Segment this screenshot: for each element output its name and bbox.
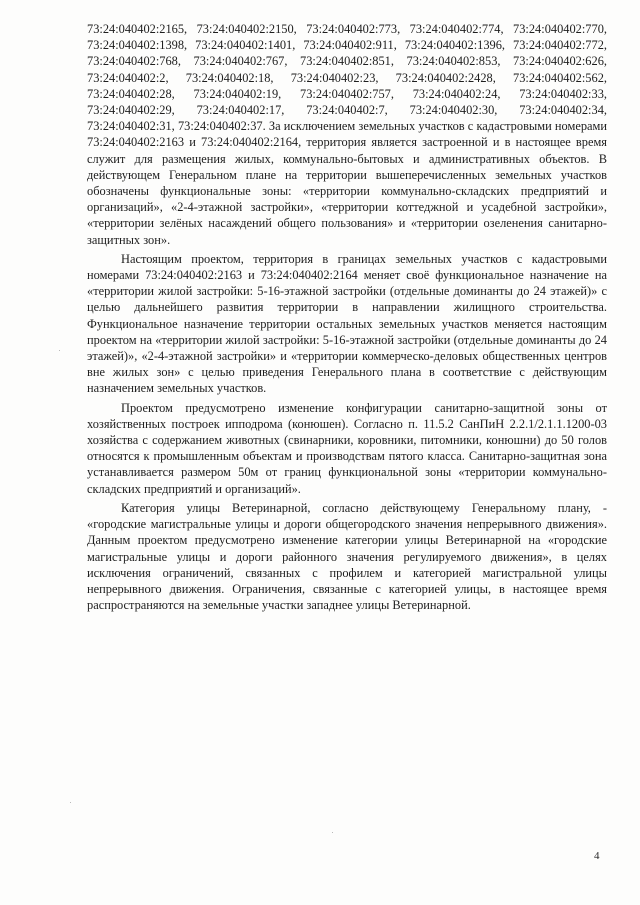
scan-speck: [59, 350, 60, 351]
paragraph-functional-purpose: Настоящим проектом, территория в границах земельных участков с кадастровыми номерами 73:24:040402:2163 и 73:24:040402:2164 меняет своё функциональное назначение на «территории жилой застройки: 5-16-этажной застройки (отдельные доминанты до 24 этажей)» с целью дальнейшего развития территории в направлении жилищного строительства. Функциональное назначение территории остальных земельных участков меняется настоящим проектом на «территории жилой застройки: 5-16-этажной застройки (отдельные доминанты до 24 этажей)», «2-4-этажной застройки» и «территории коммерческо-деловых общественных центров вне жилых зон» с целью приведения Генерального плана в соответствие с действующим назначением земельных участков.: [87, 251, 607, 396]
scan-speck: [332, 832, 333, 833]
page-number: 4: [594, 850, 600, 862]
document-body: [87, 21, 607, 613]
paragraph-sanitary-zone: Проектом предусмотрено изменение конфигурации санитарно-защитной зоны от хозяйственных построек ипподрома (конюшен). Согласно п. 11.5.2 СанПиН 2.2.1/2.1.1.1200-03 хозяйства с содержанием животных (свинарники, коровники, питомники, конюшни) до 50 голов относятся к промышленным объектам и производствам пятого класса. Санитарно-защитная зона устанавливается размером 50м от границ функциональной зоны «территории коммунально-складских предприятий и организаций».: [87, 400, 607, 496]
scan-speck: [70, 802, 71, 803]
paragraph-cadastral-list: 73:24:040402:2165, 73:24:040402:2150, 73:24:040402:773, 73:24:040402:774, 73:24:040402:770, 73:24:040402:1398, 73:24:040402:1401, 73:24:040402:911, 73:24:040402:1396, 73:24:040402:772, 73:24:040402:768, 73:24:040402:767, 73:24:040402:851, 73:24:040402:853, 73:24:040402:626, 73:24:040402:2, 73:24:040402:18, 73:24:040402:23, 73:24:040402:2428, 73:24:040402:562, 73:24:040402:28, 73:24:040402:19, 73:24:040402:757, 73:24:040402:24, 73:24:040402:33, 73:24:040402:29, 73:24:040402:17, 73:24:040402:7, 73:24:040402:30, 73:24:040402:34, 73:24:040402:31, 73:24:040402:37. За исключением земельных участков с кадастровыми номерами 73:24:040402:2163 и 73:24:040402:2164, территория является застроенной и в настоящее время служит для размещения жилых, коммунально-бытовых и административных объектов. В действующем Генеральном плане на территории вышеперечисленных земельных участков обозначены функциональные зоны: «территории коммунально-складских предприятий и организаций», «2-4-этажной застройки», «территории коттеджной и усадебной застройки», «территории зелёных насаждений общего пользования» и «территории озеленения санитарно-защитных зон».: [87, 22, 607, 247]
paragraph-street-category: Категория улицы Ветеринарной, согласно действующему Генеральному плану, - «городские магистральные улицы и дороги общегородского значения непрерывного движения». Данным проектом предусмотрено изменение категории улицы Ветеринарной на «городские магистральные улицы и дороги районного значения регулируемого движения», в целях исключения ограничений, связанных с профилем и категорией магистральной улицы непрерывного движения. Ограничения, связанные с категорией улицы, в настоящее время распространяются на земельные участки западнее улицы Ветеринарной.: [87, 500, 607, 613]
